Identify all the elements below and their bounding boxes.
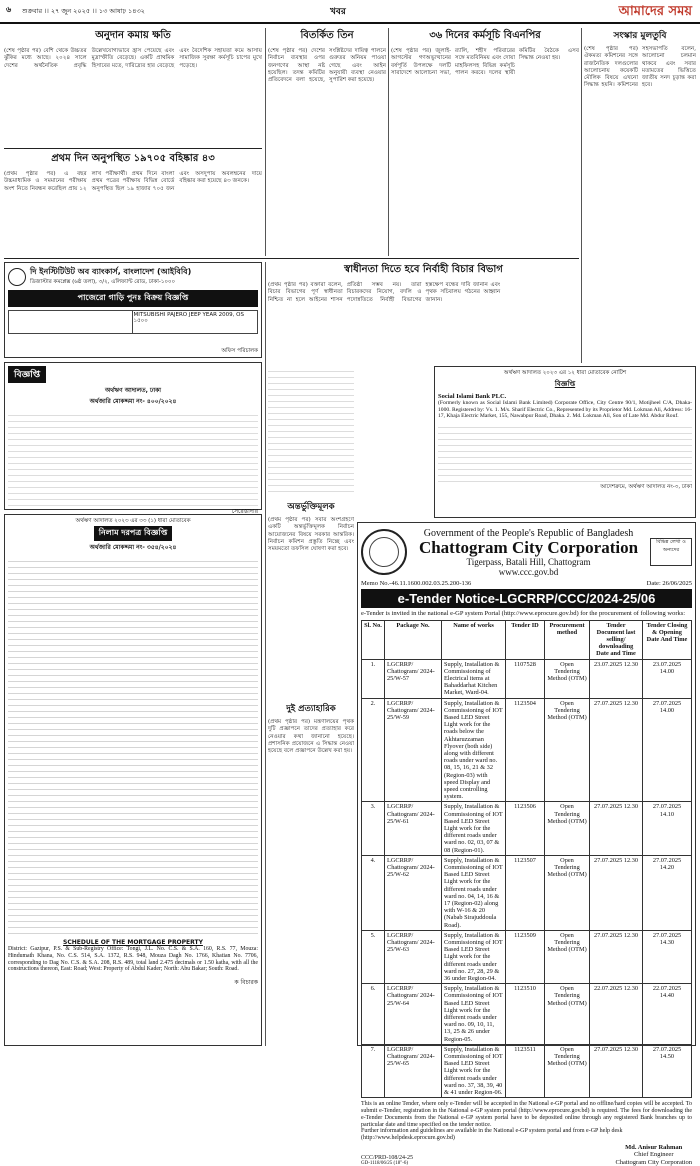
cell-method: Open Tendering Method (OTM) [545,930,590,983]
cell-work: Supply, Installation & Commissioning of IOT Based LED Street Light work for the different roads under ward no. 04, 14, 16 & 17 (Region-02) along with W-16 & 20 (Nabab Sirajuddoula Road). [442,855,506,930]
auction-court: অর্থঋণ আদালত ২০২৩ এর ৩৩ (১) ধারা মোতাবেক [75,518,191,524]
table-row [362,1044,692,1097]
cell-sl: 3. [362,802,385,855]
tender-badge: বিভিন্ন লেখা ও অন্যদের [650,538,692,566]
article-inclusive [268,500,354,700]
cell-sl: 5. [362,930,385,983]
cell-sell-date: 22.07.2025 12.30 [590,984,643,1045]
cell-package: LGCRRP/ Chattogram/ 2024-25/W-62 [385,855,442,930]
tender-website: www.ccc.gov.bd [498,566,559,577]
cell-package: LGCRRP/ Chattogram/ 2024-25/W-65 [385,1044,442,1097]
tender-prd: CCC/PRD-108/24-25 [361,1155,414,1162]
tender-date: Date: 26/06/2025 [646,580,692,587]
article-exam [4,151,262,256]
col-header: Tender Document last selling/ downloading Date and Time [590,620,643,659]
cell-tender-id: 1123510 [506,984,545,1045]
article-body: (প্রথম পৃষ্ঠার পর) সবার অংশগ্রহণে একটি অন্তর্ভুক্তিমূলক নির্বাচন আয়োজনের বিষয়ে সরকার আন্তরিক। নির্বাচন কমিশন প্রস্তুতি নিচ্ছে এবং সময়মতো তফসিল ঘোষণা করা হবে। [268,517,354,553]
article-body: (শেষ পৃষ্ঠার পর) ঐকমত্য কমিশনের সঙ্গে রাজনৈতিক দলগুলোর আলোচনায় কয়েকটি মৌলিক বিষয়ে এখনো সিদ্ধান্ত হয়নি। কমিশনের সহসভাপতি বলেন, আলোচনা চলমান থাকবে এবং সবার মতামতের ভিত্তিতে জাতীয় সনদ চূড়ান্ত করা হবে। [584,46,696,89]
cell-sell-date: 27.07.2025 12.30 [590,802,643,855]
cell-package: LGCRRP/ Chattogram/ 2024-25/W-63 [385,930,442,983]
cell-tender-id: 1123504 [506,698,545,802]
tender-further-info: Further information and guidelines are available in the National e-GP system portal and from e-GP help desk (http://www.helpdesk.eprocure.gov.bd) [361,1128,623,1142]
ibb-vehicle: MITSUBISHI PAJERO JEEP YEAR 2009, OS ১৫০০ [133,312,244,324]
newspaper-logo: আমাদের সময় [618,4,692,19]
cell-tender-id: 1123506 [506,802,545,855]
cell-method: Open Tendering Method (OTM) [545,984,590,1045]
auction-notice [4,514,262,1046]
col-header: Package No. [385,620,442,659]
article-headline: স্বাধীনতা দিতে হবে নির্বাহী বিচার বিভাগ [344,264,503,275]
sibl-signature: আদেশক্রমে, অর্থঋণ আদালত নং-৩, ঢাকা [600,483,692,490]
cell-close-date: 22.07.2025 14.40 [643,984,692,1045]
tender-gov: Government of the People's Republic of Bangladesh [423,527,634,539]
auction-title: নিলাম দরপত্র বিজ্ঞপ্তি [94,526,173,541]
cell-tender-id: 1107528 [506,659,545,698]
ccc-seal-icon [361,529,407,575]
tender-memo: Memo No.-46.11.1600.002.03.25.200-136 [361,580,472,587]
cell-work: Supply, Installation & Commissioning of IOT Based LED Street Light work for the different roads under ward no. 37, 38, 39, 40 & 41 under Region-06. [442,1044,506,1097]
cell-close-date: 23.07.2025 14.00 [643,659,692,698]
article-headline: ৩৬ দিনের কর্মসূচি বিএনপির [429,30,541,41]
cell-sell-date: 23.07.2025 12.30 [590,659,643,698]
ibb-advertisement [4,262,262,358]
cell-close-date: 27.07.2025 14.30 [643,930,692,983]
court-notice-court: অর্থঋণ আদালত, ঢাকা [104,387,162,394]
cell-sell-date: 27.07.2025 12.30 [590,1044,643,1097]
sibl-text: (Formerly known as Social Islami Bank Limited) Corporate Office, City Centre 90/1, Motijheel C/A, Dhaka-1000. Registered by: Vs. 1. M/s. Sharif Electric Co., Represented by its Proprietor Md. Lokman Ali, Address: 16-17, Khaja Electric Market, 155, Nawabpur Road, Dhaka. 2. Md. Lokman Ali, Son of Late Md. Abdur Rouf. [438,400,692,420]
cell-method: Open Tendering Method (OTM) [545,659,590,698]
cell-sl: 6. [362,984,385,1045]
court-notice-signature: সেরেস্তাদার [231,508,258,515]
auction-signature: ক বিচারক [234,979,258,987]
dateline: শুক্রবার ।। ২৭ জুন ২০২৫ ।। ১৩ আষাঢ় ১৪৩২ [22,7,145,15]
table-row [362,930,692,983]
ibb-title: পাজেরো গাড়ি পুনঃ বিক্রয় বিজ্ঞপ্তি [8,290,258,307]
page-number: ৬ [6,5,12,14]
cell-close-date: 27.07.2025 14.20 [643,855,692,930]
schedule-title: SCHEDULE OF THE MORTGAGE PROPERTY [63,939,203,946]
table-row [362,802,692,855]
masthead [0,0,700,24]
ibb-org-name: দি ইনস্টিটিউট অব ব্যাংকার্স, বাংলাদেশ (আইবিবি) [30,267,192,276]
article-body: (শেষ পৃষ্ঠার পর) বেশি থেকে উচ্চতর ঝুঁকির মধ্যে আছে। ২০২৪ সালে দেশের অর্থনৈতিক প্রবৃদ্ধি উল্লেখযোগ্যভাবে হ্রাস পেয়েছে এবং মুদ্রাস্ফীতি বেড়েছে। একটি প্রাথমিক হিসাবের মতে, দারিদ্র্যের হার বেড়েছে এবং বৈদেশিক সহায়তা কমে আসায় সামাজিক সুরক্ষা কর্মসূচি চাপের মুখে পড়েছে। [4,48,262,69]
article-body: (শেষ পৃষ্ঠার পর) দেশের নির্বাচন ব্যবস্থার ওপর জনগণের আস্থা নষ্ট হয়েছিল। তদন্ত কমিটির প্রতিবেদনে বলা হয়েছে, সংশ্লিষ্টদের দায়িত্ব পালনে গুরুতর অনিয়ম পাওয়া গেছে এবং আইন অনুযায়ী ব্যবস্থা নেওয়ার সুপারিশ করা হয়েছে। [268,48,386,84]
col-header: Sl. No. [362,620,385,659]
cell-close-date: 27.07.2025 14.10 [643,802,692,855]
cell-package: LGCRRP/ Chattogram/ 2024-25/W-64 [385,984,442,1045]
cell-sl: 7. [362,1044,385,1097]
article-onudan [4,28,262,146]
article-headline: বিতর্কিত তিন [300,30,354,41]
cell-tender-id: 1123509 [506,930,545,983]
article-headline: প্রথম দিন অনুপস্থিত ১৯৭০৫ বহিষ্কার ৪৩ [51,153,215,164]
court-notice-title: বিজ্ঞপ্তি [8,366,46,383]
cell-close-date: 27.07.2025 14.50 [643,1044,692,1097]
tender-intro: e-Tender is invited in the national e-GP system Portal (http://www.eprocure.gov.bd) for the procurement of following works: [361,610,686,617]
cell-method: Open Tendering Method (OTM) [545,1044,590,1097]
article-headline: সংস্কার মুলতুবি [613,31,667,41]
tender-footer-note: This is an online Tender, where only e-Tender will be accepted in the National e-GP portal and no offline/hard copies will be accepted. To submit e-Tender, registration in the National e-GP system portal (http://www.eprocure.gov.bd) is required. The fees for downloading the e-Tender Documents from the National e-GP system portal have to be deposited online through any registered Bank branches up to particular date and time specified on the tender notice. [361,1101,692,1128]
article-headline: অন্তর্ভুক্তিমূলক [287,502,335,512]
cell-method: Open Tendering Method (OTM) [545,802,590,855]
tender-address: Tigerpass, Batali Hill, Chattogram [466,556,591,567]
cell-work: Supply, Installation & Commissioning of IOT Based LED Street Light work for the different roads under ward no. 27, 28, 29 & 36 under Region-04. [442,930,506,983]
article-reform [584,28,696,363]
col-header: Tender Closing & Opening Date And Time [643,620,692,659]
cell-package: LGCRRP/ Chattogram/ 2024-25/W-61 [385,802,442,855]
table-row [362,659,692,698]
signatory-title: Chief Engineer [633,1151,674,1159]
cell-work: Supply, Installation & Commissioning of IOT Based LED Street Light work for the different roads under ward no. 09, 10, 11, 13, 25 & 26 under Region-05. [442,984,506,1045]
article-headline: অনুদান কমায় ক্ষতি [95,30,171,41]
cell-sell-date: 27.07.2025 12.30 [590,855,643,930]
court-notice-case: অর্থজারি মোকদ্দমা নং- ৪০০/২০২৪ [89,398,177,405]
sibl-bank: Social Islami Bank PLC. [438,393,507,400]
tender-title: e-Tender Notice-LGCRRP/CCC/2024-25/06 [361,589,692,608]
col-header: Name of works [442,620,506,659]
article-body: (প্রথম পৃষ্ঠার পর) এ বছর উচ্চমাধ্যমিক ও সমমানের পরীক্ষায় অংশ নিতে নিবন্ধন করেছিল প্রায় ১২ লাখ পরীক্ষার্থী। প্রথম দিনে বাংলা প্রথম পত্রের পরীক্ষায় বিভিন্ন বোর্ডে অনুপস্থিত ছিল ১৯ হাজার ৭০৫ জন এবং অসদুপায় অবলম্বনের দায়ে বহিষ্কার করা হয়েছে ৪৩ জনকে। [4,171,262,192]
article-body: (শেষ পৃষ্ঠার পর) জুলাই-আগস্টের গণঅভ্যুত্থানের বর্ষপূর্তি উপলক্ষে দলটি সারাদেশে আলোচনা সভা, র‍্যালি, শহীদ পরিবারের সঙ্গে মতবিনিময় এবং দোয়া মাহফিলসহ বিভিন্ন কর্মসূচি পালন করবে। দলের স্থায়ী কমিটির বৈঠকে এসব সিদ্ধান্ত নেওয়া হয়। [391,48,579,76]
section-label: খবর [330,7,346,17]
cell-work: Supply, Installation & Commissioning of IOT Based LED Street Light work for the roads below the Akhtaruzzaman Flyover (both side) along with different roads under ward no. 08, 15, 16, 21 & 32 (Region-03) with speed Display and speed controlling system. [442,698,506,802]
tender-notice [357,522,696,1166]
ibb-signature: অফিস পরিচালক [221,348,258,354]
article-bnp-program [391,28,579,256]
article-bitorkito [268,28,386,256]
article-body: (প্রথম পৃষ্ঠার পর) বক্তারা বলেন, বিচার বিভাগের পূর্ণ স্বাধীনতা নিশ্চিত না হলে আইনের শাসন প্রতিষ্ঠা সম্ভব নয়। তারা বিচারকদের নিয়োগ, বদলি ও পদোন্নতিতে নির্বাহী বিভাগের হস্তক্ষেপ বন্ধের দাবি জানান এবং পৃথক সচিবালয় গঠনের আহ্বান জানান। [268,282,501,303]
sibl-notice [434,366,696,518]
sibl-header: অর্থঋণ আদালত ২০২৩ এর ১২ ধারা মোতাবেক নোটিশ [503,370,627,376]
signatory-name: Md. Anisur Rahman [625,1144,683,1152]
table-row [362,855,692,930]
tender-gd: GD-1118/06/25 (18"-6) [361,1161,409,1166]
col-header: Procurement method [545,620,590,659]
cell-sell-date: 27.07.2025 12.30 [590,698,643,802]
cell-method: Open Tendering Method (OTM) [545,855,590,930]
cell-close-date: 27.07.2025 14.00 [643,698,692,802]
table-row [362,698,692,802]
sibl-title: বিজ্ঞপ্তি [554,380,576,388]
article-headline: দুই প্রত্যাহারিক [286,704,336,714]
cell-sl: 4. [362,855,385,930]
tender-org: Chattogram City Corporation [418,537,639,557]
cell-sl: 2. [362,698,385,802]
cell-work: Supply, Installation & Commissioning of IOT Based LED Street Light work for the different roads under ward no. 02, 03, 07 & 08 (Region-01). [442,802,506,855]
article-continuation [268,366,354,496]
ibb-address: ডিজাস্টার কমপ্লেক্স (৬ষ্ঠ তলা), ৩/২, এলিফ্যান্ট রোড, ঢাকা-১০০০ [30,279,176,285]
cell-tender-id: 1123511 [506,1044,545,1097]
article-judiciary [268,262,579,362]
article-body: (প্রথম পৃষ্ঠার পর) মন্ত্রণালয়ের পৃথক দুটি প্রজ্ঞাপনে তাদের প্রত্যাহার করে নেওয়ার কথা জানানো হয়েছে। প্রশাসনিক প্রয়োজনে এ সিদ্ধান্ত নেওয়া হয়েছে বলে প্রজ্ঞাপনে উল্লেখ করা হয়। [268,719,354,755]
ibb-logo-icon [8,268,26,286]
signatory-org: Chattogram City Corporation [615,1158,692,1166]
cell-sl: 1. [362,659,385,698]
cell-sell-date: 27.07.2025 12.30 [590,930,643,983]
cell-package: LGCRRP/ Chattogram/ 2024-25/W-57 [385,659,442,698]
cell-tender-id: 1123507 [506,855,545,930]
cell-work: Supply, Installation & Commissioning of Electrical items at Bahaddarhat Kitchen Market, Ward-04. [442,659,506,698]
court-notice [4,362,262,515]
cell-method: Open Tendering Method (OTM) [545,698,590,802]
cell-package: LGCRRP/ Chattogram/ 2024-25/W-59 [385,698,442,802]
schedule-text: District: Gazipur, P.S. & Sub-Registry Office: Tongi, J.L. No. C.S. & S.A. 160, R.S. 77, Mouza: Hindumath Khana, No. C.S. 514, S.A. 1372, R.S. 948, Mouza Dagh No. 1766, Khatian No. 7706, corresponding to Dag No. C.S. & S.A. 208, R.S. 489, total land 2.475 decimals or 1.50 katha, with all the constructions thereon, East: Road; West: Property of Abdul Kader; North: Abu Bakar; South: Road. [8,946,258,973]
col-header: Tender ID [506,620,545,659]
table-row [362,984,692,1045]
article-withdraw [268,702,354,1042]
tender-table [361,620,692,1099]
auction-case: অর্থজারি মোকদ্দমা নং- ৩৫৪/২০২৪ [89,544,177,551]
